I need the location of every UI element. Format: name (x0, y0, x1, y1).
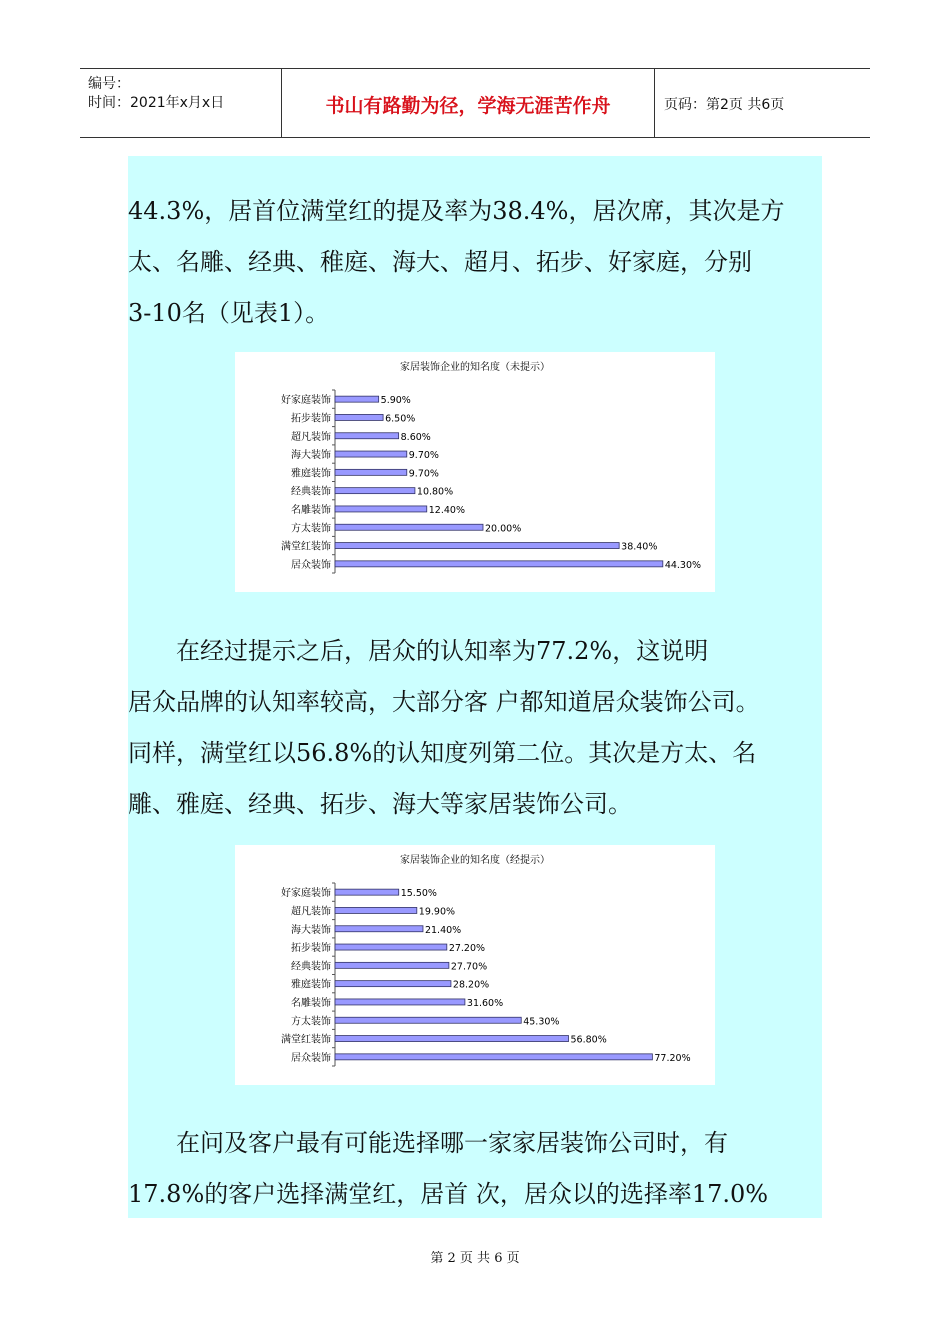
chart-data-label: 19.90% (418, 906, 456, 918)
paragraph-line: 雕、雅庭、经典、拓步、海大等家居装饰公司。 (128, 790, 632, 818)
chart-bar (335, 561, 663, 567)
chart-category-label: 名雕装饰 (291, 997, 331, 1009)
chart-data-label: 44.30% (664, 559, 702, 571)
chart-bar (335, 524, 483, 530)
chart-bar (335, 962, 449, 968)
chart-category-label: 名雕装饰 (291, 504, 331, 516)
chart-category-label: 好家庭装饰 (281, 395, 331, 407)
chart-bar (335, 488, 415, 494)
chart-category-label: 好家庭装饰 (281, 888, 331, 900)
chart-data-label: 21.40% (424, 924, 462, 936)
chart-category-label: 雅庭装饰 (291, 979, 331, 991)
chart-category-label: 方太装饰 (291, 1016, 331, 1028)
header-page-cell (654, 69, 870, 137)
chart-data-label: 9.70% (408, 468, 439, 480)
paragraph-line: 太、名雕、经典、稚庭、海大、超月、拓步、好家庭，分别 (128, 248, 752, 276)
chart-bar (335, 981, 451, 987)
chart-category-label: 经典装饰 (291, 486, 331, 498)
chart-category-label: 海大装饰 (291, 450, 331, 462)
chart-data-label: 15.50% (400, 888, 437, 900)
chart-data-label: 6.50% (385, 413, 416, 425)
chart-category-label: 居众装饰 (291, 1052, 331, 1064)
chart-bar (335, 1036, 569, 1042)
chart-category-label: 方太装饰 (291, 523, 331, 535)
paragraph-line: 在问及客户最有可能选择哪一家家居装饰公司时，有 (128, 1129, 728, 1157)
paragraph-line: 在经过提示之后，居众的认知率为77.2%，这说明 (128, 637, 709, 665)
paragraph-3 (128, 1118, 822, 1220)
chart-bar (335, 396, 379, 402)
awareness-chart-prompted (235, 845, 715, 1085)
chart-data-label: 38.40% (621, 541, 658, 553)
header-motto-cell (281, 69, 655, 137)
paragraph-line: 44.3%，居首位满堂红的提及率为38.4%，居次席，其次是方 (128, 197, 785, 225)
chart-category-label: 超凡装饰 (291, 906, 331, 918)
chart-data-label: 28.20% (452, 979, 490, 991)
chart-data-label: 10.80% (416, 486, 454, 498)
chart-category-label: 超凡装饰 (291, 431, 331, 443)
chart-bar (335, 999, 465, 1005)
chart-category-label: 拓步装饰 (291, 413, 331, 425)
chart-bar (335, 926, 423, 932)
chart-data-label: 45.30% (523, 1016, 560, 1028)
chart-bar (335, 889, 399, 895)
document-body (128, 156, 822, 1218)
chart-bar (335, 1017, 521, 1023)
chart-plot (235, 352, 715, 592)
chart-data-label: 12.40% (428, 504, 465, 516)
paragraph-line: 居众品牌的认知率较高，大部分客 户都知道居众装饰公司。 (128, 688, 760, 716)
paragraph-2 (128, 626, 822, 830)
chart-category-label: 拓步装饰 (291, 943, 331, 955)
chart-category-label: 居众装饰 (291, 559, 331, 571)
paragraph-line: 3-10名（见表1）。 (128, 299, 330, 327)
awareness-chart-unprompted (235, 352, 715, 592)
motto: 书山有路勤为径，学海无涯苦作舟 (325, 95, 611, 117)
chart-bar (335, 414, 383, 420)
time-label: 时间：2021年x月x日 (88, 95, 225, 111)
chart-category-label: 满堂红装饰 (281, 1034, 331, 1046)
page-header (80, 68, 870, 138)
chart-data-label: 56.80% (570, 1034, 607, 1046)
chart-bar (335, 1054, 652, 1060)
chart-bar (335, 543, 619, 549)
chart-data-label: 5.90% (380, 395, 411, 407)
chart-data-label: 27.70% (450, 961, 488, 973)
chart-data-label: 8.60% (400, 431, 431, 443)
paragraph-line: 17.8%的客户选择满堂红，居首 次，居众以的选择率17.0% (128, 1180, 769, 1208)
chart-data-label: 31.60% (466, 997, 504, 1009)
chart-category-label: 海大装饰 (291, 924, 331, 936)
chart-data-label: 20.00% (485, 523, 522, 535)
chart-plot (235, 845, 715, 1085)
chart-bar (335, 451, 407, 457)
chart-title: 家居装饰企业的知名度（经提示） (400, 855, 550, 866)
chart-title: 家居装饰企业的知名度（未提示） (400, 362, 550, 373)
chart-category-label: 满堂红装饰 (281, 541, 331, 553)
chart-data-label: 27.20% (448, 943, 486, 955)
paragraph-line: 同样，满堂红以56.8%的认知度列第二位。其次是方太、名 (128, 739, 757, 767)
chart-bar (335, 433, 399, 439)
serial-label: 编号： (88, 76, 130, 92)
chart-bar (335, 506, 427, 512)
chart-data-label: 9.70% (408, 450, 439, 462)
chart-category-label: 雅庭装饰 (291, 468, 331, 480)
chart-category-label: 经典装饰 (291, 961, 331, 973)
page-number-label: 页码：第2页 共6页 (664, 97, 785, 113)
chart-bar (335, 469, 407, 475)
paragraph-1 (128, 186, 822, 339)
chart-data-label: 77.20% (654, 1052, 691, 1064)
header-meta-cell (80, 69, 281, 137)
chart-bar (335, 907, 417, 913)
page-footer: 第 2 页 共 6 页 (430, 1251, 520, 1266)
chart-bar (335, 944, 447, 950)
